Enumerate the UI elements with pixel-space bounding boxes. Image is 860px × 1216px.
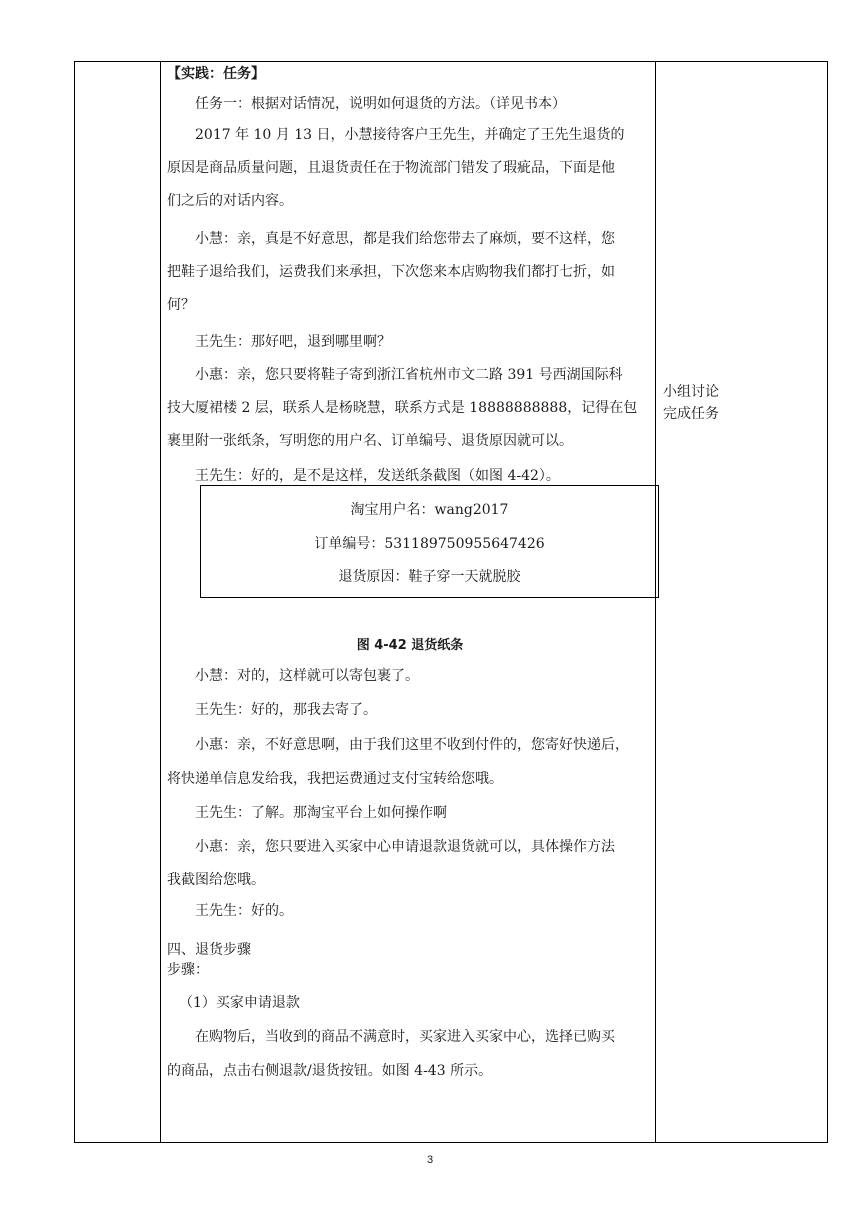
dialog-line: 何？ — [167, 297, 195, 313]
side-note — [663, 381, 719, 425]
intro-line: 们之后的对话内容。 — [167, 193, 293, 209]
step-one-title: （1）买家申请退款 — [179, 995, 300, 1011]
dialog-line: 小慧：对的，这样就可以寄包裹了。 — [195, 668, 419, 684]
side-note-line: 完成任务 — [663, 406, 719, 422]
dialog-line: 王先生：好的。 — [195, 903, 293, 919]
note-return-reason: 退货原因：鞋子穿一天就脱胶 — [338, 569, 521, 585]
return-note-box — [200, 485, 659, 598]
intro-line: 原因是商品质量问题，且退货责任在于物流部门错发了瑕疵品，下面是他 — [167, 160, 615, 176]
dialog-line: 王先生：那好吧，退到哪里啊？ — [195, 334, 391, 350]
page-number: 3 — [426, 1154, 434, 1166]
column-divider — [160, 62, 161, 1142]
dialog-line: 王先生：了解。那淘宝平台上如何操作啊 — [195, 805, 447, 821]
dialog-line: 技大厦裙楼 2 层，联系人是杨晓慧，联系方式是 18888888888，记得在包 — [167, 400, 638, 416]
dialog-line: 我截图给您哦。 — [167, 872, 265, 888]
section-heading: 【实践：任务】 — [167, 66, 265, 82]
dialog-line: 小惠：亲，您只要将鞋子寄到浙江省杭州市文二路 391 号西湖国际科 — [195, 367, 623, 383]
dialog-line: 小惠：亲，不好意思啊，由于我们这里不收到付件的，您寄好快递后， — [195, 737, 629, 753]
table-frame — [74, 61, 828, 1143]
dialog-line: 王先生：好的，那我去寄了。 — [195, 702, 377, 718]
step-one-text: 在购物后，当收到的商品不满意时，买家进入买家中心，选择已购买 — [195, 1029, 615, 1045]
note-order-number: 订单编号：531189750955647426 — [314, 536, 545, 552]
steps-label: 步骤： — [167, 962, 209, 978]
task-one: 任务一：根据对话情况，说明如何退货的方法。（详见书本） — [195, 96, 566, 112]
column-divider — [655, 62, 656, 1142]
dialog-line: 裹里附一张纸条，写明您的用户名、订单编号、退货原因就可以。 — [167, 433, 573, 449]
note-username: 淘宝用户名：wang2017 — [350, 502, 509, 518]
dialog-line: 把鞋子退给我们，运费我们来承担，下次您来本店购物我们都打七折，如 — [167, 264, 615, 280]
dialog-line: 王先生：好的，是不是这样，发送纸条截图（如图 4-42）。 — [195, 468, 560, 484]
dialog-line: 小慧：亲，真是不好意思，都是我们给您带去了麻烦，要不这样，您 — [195, 231, 615, 247]
step-one-text: 的商品，点击右侧退款/退货按钮。如图 4-43 所示。 — [167, 1063, 493, 1079]
dialog-line: 小惠：亲，您只要进入买家中心申请退款退货就可以，具体操作方法 — [195, 839, 615, 855]
side-note-line: 小组讨论 — [663, 384, 719, 400]
intro-line: 2017 年 10 月 13 日，小慧接待客户王先生，并确定了王先生退货的 — [195, 127, 625, 143]
section-four-heading: 四、退货步骤 — [167, 942, 251, 958]
dialog-line: 将快递单信息发给我，我把运费通过支付宝转给您哦。 — [167, 771, 503, 787]
figure-caption: 图 4-42 退货纸条 — [356, 638, 464, 653]
